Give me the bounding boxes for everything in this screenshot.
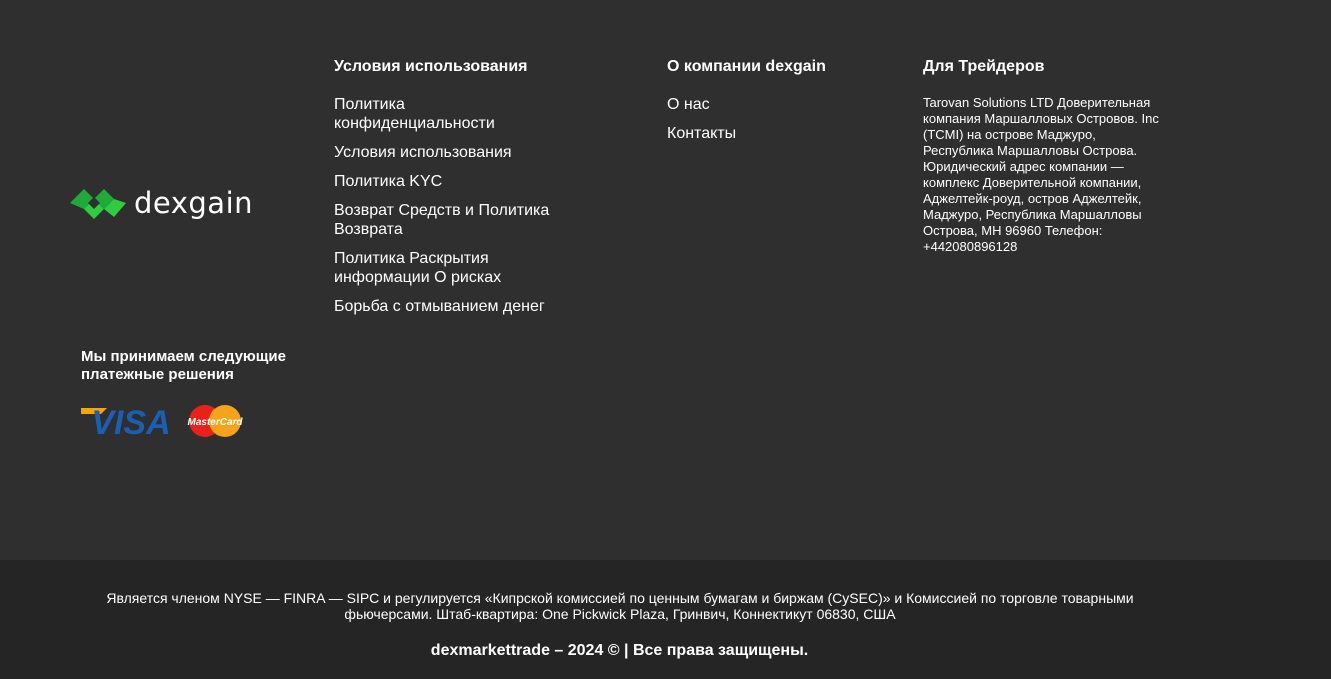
link-privacy-policy[interactable]: Политика конфиденциальности xyxy=(334,96,495,132)
link-contacts[interactable]: Контакты xyxy=(667,125,737,142)
traders-heading: Для Трейдеров xyxy=(923,58,1045,75)
company-legal-info: Tarovan Solutions LTD Доверительная компания Маршалловых Островов. Inc (TCMI) на острове Маджуро, Республика Маршалловы Острова. Юридический адрес компании — комплекс Доверительной компании, Аджелтейк-роуд, остров Аджелтейк, Маджуро, Республика Маршалловы Острова, MH 96960 Телефон: +442080896128 xyxy=(923,95,1159,254)
payments-section xyxy=(81,348,321,438)
company-column xyxy=(667,58,867,153)
regulatory-notice: Является членом NYSE — FINRA — SIPC и регулируется «Кипрской комиссией по ценным бумагам и биржам (CySEC)» и Комиссией по торговле товарными фьючерсами. Штаб-квартира: One Pickwick Plaza, Гринвич, Коннектикут 06830, США xyxy=(106,590,1134,622)
link-about-us[interactable]: О нас xyxy=(667,96,710,113)
payment-cards xyxy=(81,404,321,438)
terms-heading: Условия использования xyxy=(334,58,528,75)
link-terms-of-use[interactable]: Условия использования xyxy=(334,144,512,161)
copyright-text: dexmarkettrade – 2024 © | Все права защищены. xyxy=(430,642,809,659)
link-refund-policy[interactable]: Возврат Средств и Политика Возврата xyxy=(334,202,550,238)
link-kyc-policy[interactable]: Политика KYC xyxy=(334,173,443,190)
dexgain-logo-icon xyxy=(70,186,126,220)
link-aml-policy[interactable]: Борьба с отмыванием денег xyxy=(334,298,545,315)
terms-column xyxy=(334,58,584,326)
brand-name: dexgain xyxy=(134,186,254,220)
brand-logo[interactable] xyxy=(70,186,253,220)
visa-icon xyxy=(81,404,185,438)
mastercard-text: MasterCard xyxy=(187,417,243,428)
company-heading: О компании dexgain xyxy=(667,58,826,75)
payments-heading: Мы принимаем следующие платежные решения xyxy=(81,348,286,383)
traders-column xyxy=(923,58,1173,255)
mastercard-icon xyxy=(187,404,243,438)
visa-text: VISA xyxy=(91,404,171,438)
footer-bottom-bar xyxy=(0,560,1331,679)
link-risk-disclosure[interactable]: Политика Раскрытия информации О рисках xyxy=(334,250,502,286)
